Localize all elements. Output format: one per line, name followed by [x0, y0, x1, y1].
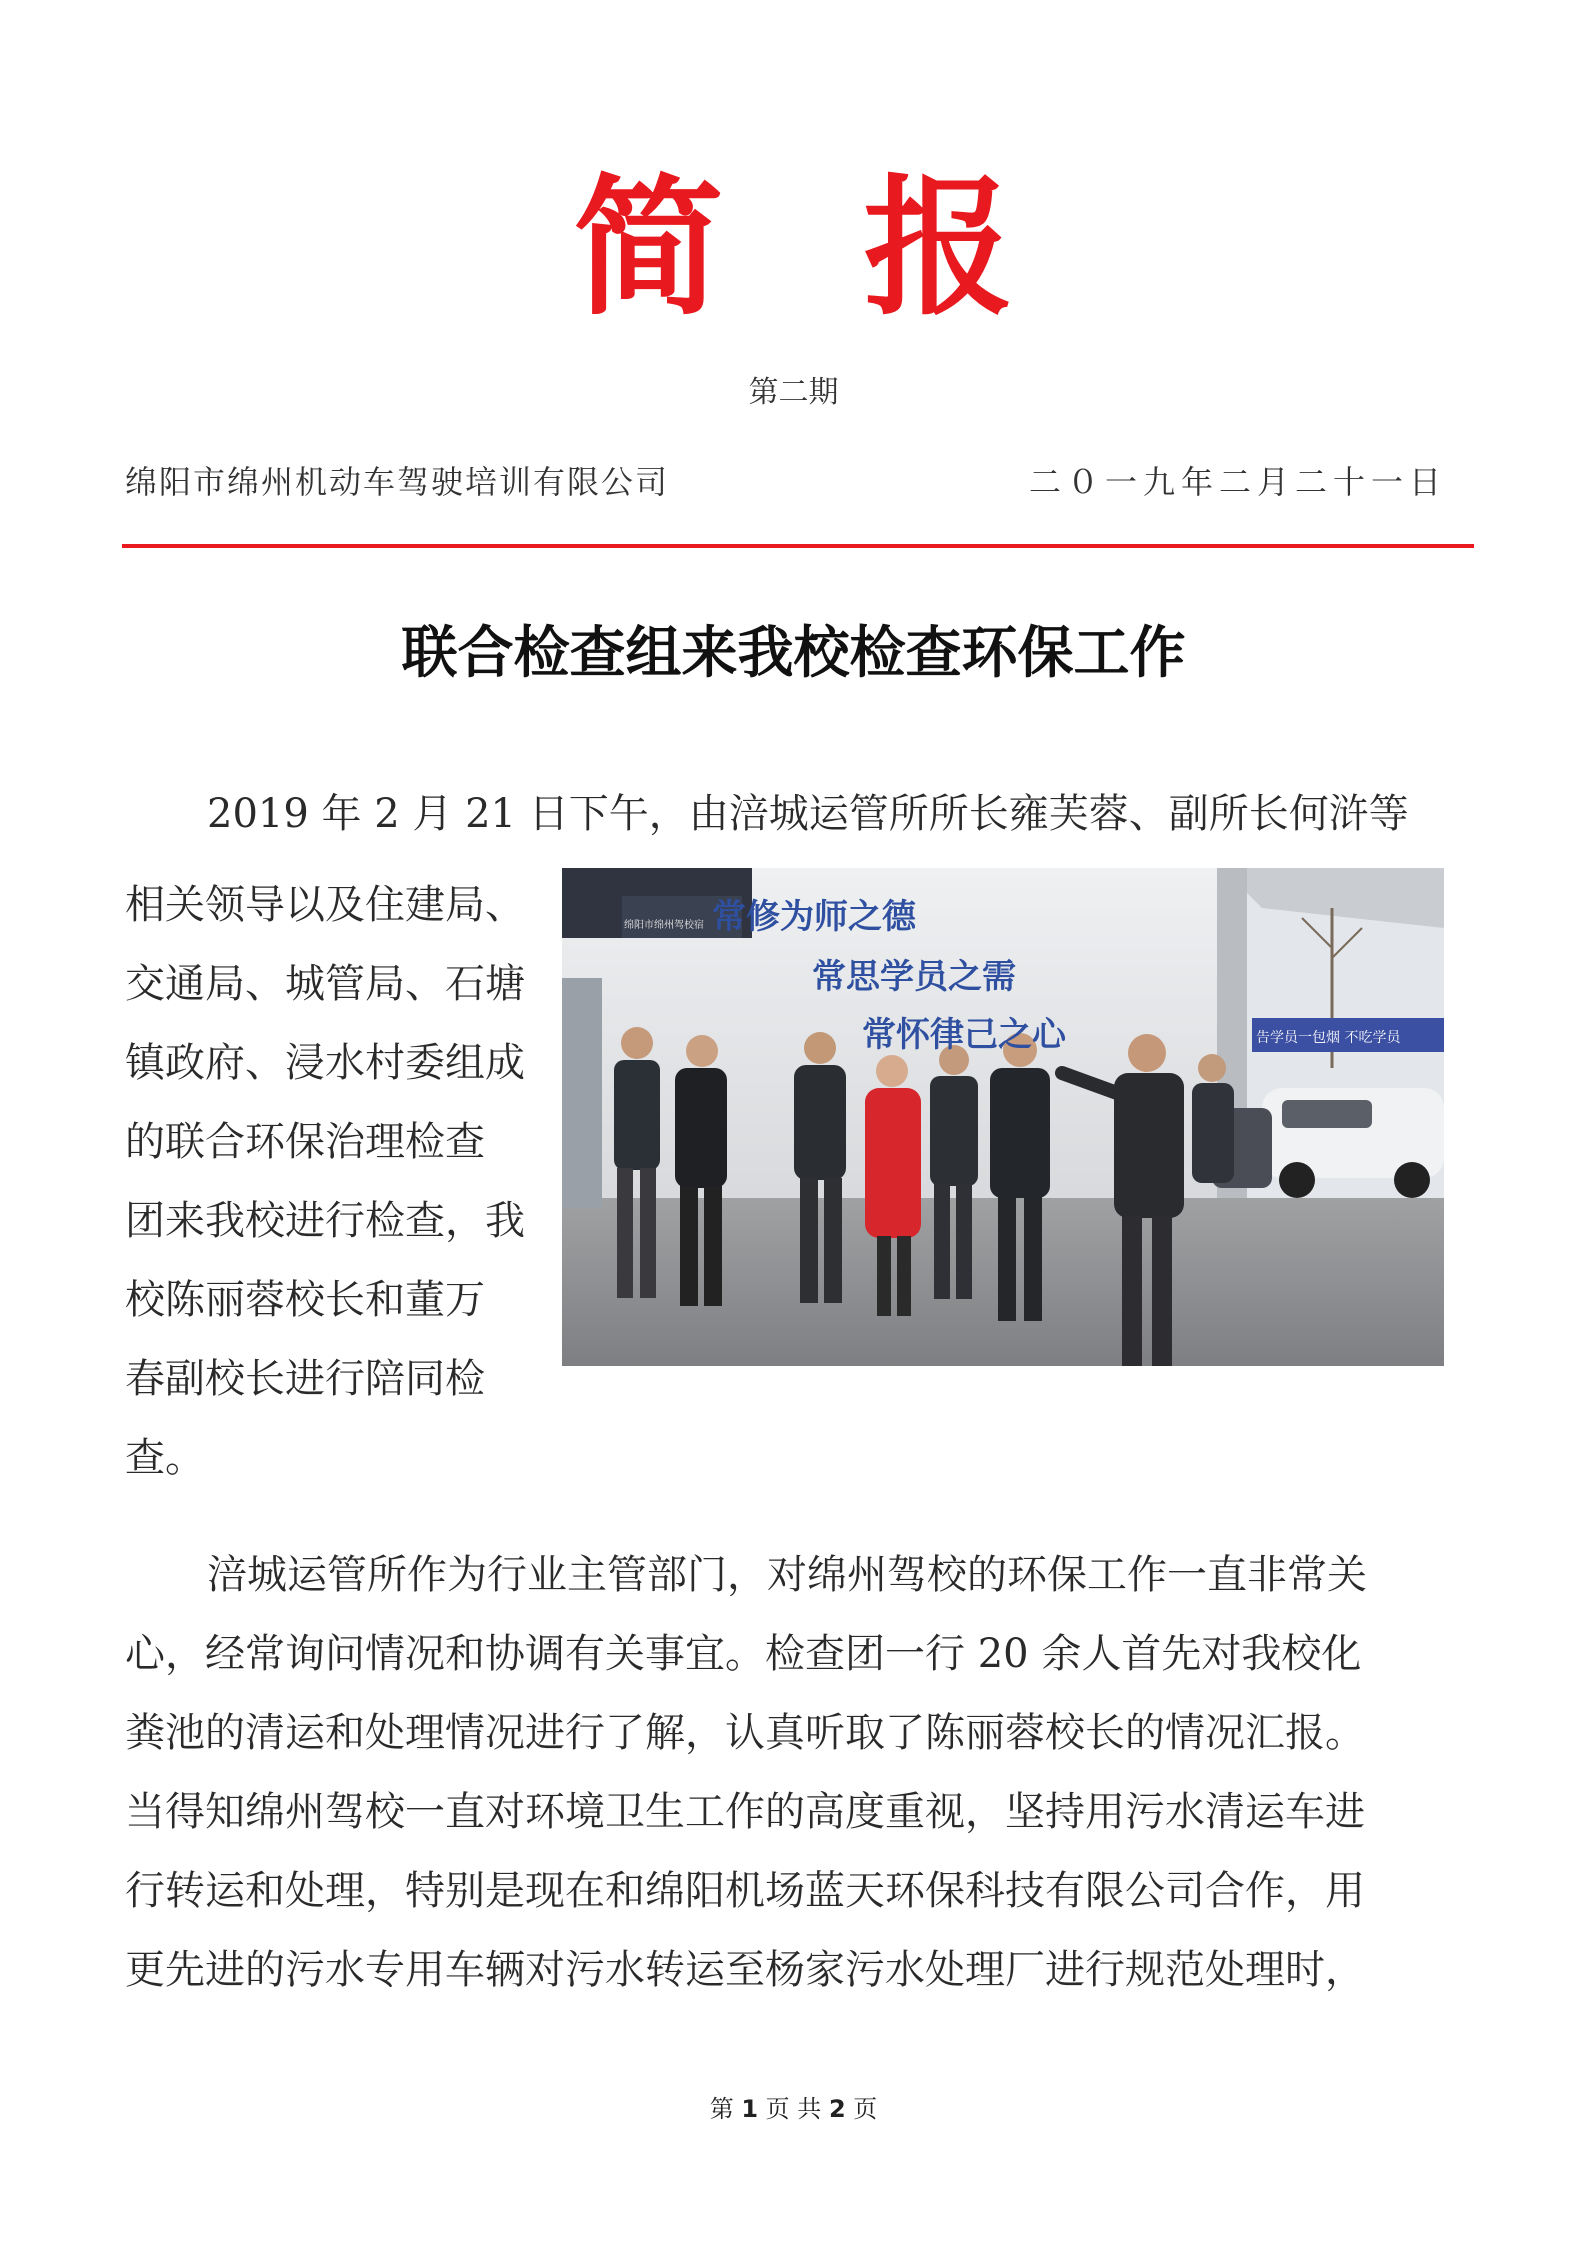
article-headline: 联合检查组来我校检查环保工作 — [401, 621, 1186, 686]
paragraph-line: 春副校长进行陪同检 — [125, 1356, 485, 1402]
footer-page-number: 1 — [741, 2095, 759, 2123]
footer-prefix: 第 — [709, 2095, 734, 2123]
paragraph-line: 相关领导以及住建局、 — [125, 882, 525, 928]
footer-suffix: 页 — [853, 2095, 878, 2123]
paragraph-line: 交通局、城管局、石塘 — [125, 961, 525, 1007]
page-footer — [0, 2092, 1587, 2126]
inspection-photo — [562, 868, 1444, 1366]
paragraph-2 — [125, 1536, 1465, 2010]
organization-name: 绵阳市绵州机动车驾驶培训有限公司 — [125, 463, 670, 501]
paragraph-line: 团来我校进行检查，我 — [125, 1198, 525, 1244]
paragraph-line: 粪池的清运和处理情况进行了解，认真听取了陈丽蓉校长的情况汇报。 — [125, 1710, 1365, 1756]
photo-sign-3: 常怀律己之心 — [862, 1015, 1066, 1055]
photo-sign-1: 常修为师之德 — [712, 897, 916, 937]
paragraph-line: 涪城运管所作为行业主管部门，对绵州驾校的环保工作一直非常关 — [207, 1552, 1367, 1598]
paragraph-line: 镇政府、浸水村委组成 — [125, 1040, 525, 1086]
red-divider — [122, 544, 1474, 548]
publish-date: 二０一九年二月二十一日 — [1028, 463, 1447, 501]
paragraph-line: 校陈丽蓉校长和董万 — [125, 1277, 485, 1323]
paragraph-line: 心，经常询问情况和协调有关事宜。检查团一行 20 余人首先对我校化 — [125, 1631, 1362, 1677]
paragraph-1-wrapped — [125, 866, 545, 1498]
photo-banner: 告学员一包烟 不吃学员 — [1256, 1030, 1401, 1046]
masthead-title: 简报 — [573, 160, 1154, 336]
paragraph-line: 的联合环保治理检查 — [125, 1119, 485, 1165]
paragraph-1-first-line: 2019 年 2 月 21 日下午，由涪城运管所所长雍芙蓉、副所长何浒等 — [207, 791, 1409, 837]
paragraph-line: 查。 — [125, 1435, 205, 1481]
footer-middle: 页 共 — [765, 2095, 822, 2123]
paragraph-line: 行转运和处理，特别是现在和绵阳机场蓝天环保科技有限公司合作，用 — [125, 1868, 1365, 1914]
photo-sign-2: 常思学员之需 — [812, 957, 1016, 997]
issue-number: 第二期 — [748, 375, 839, 410]
paragraph-line: 当得知绵州驾校一直对环境卫生工作的高度重视，坚持用污水清运车进 — [125, 1789, 1365, 1835]
footer-total-pages: 2 — [828, 2095, 846, 2123]
paragraph-line: 更先进的污水专用车辆对污水转运至杨家污水处理厂进行规范处理时， — [125, 1947, 1365, 1993]
photo-small-sign: 绵阳市绵州驾校宿 — [624, 920, 704, 931]
